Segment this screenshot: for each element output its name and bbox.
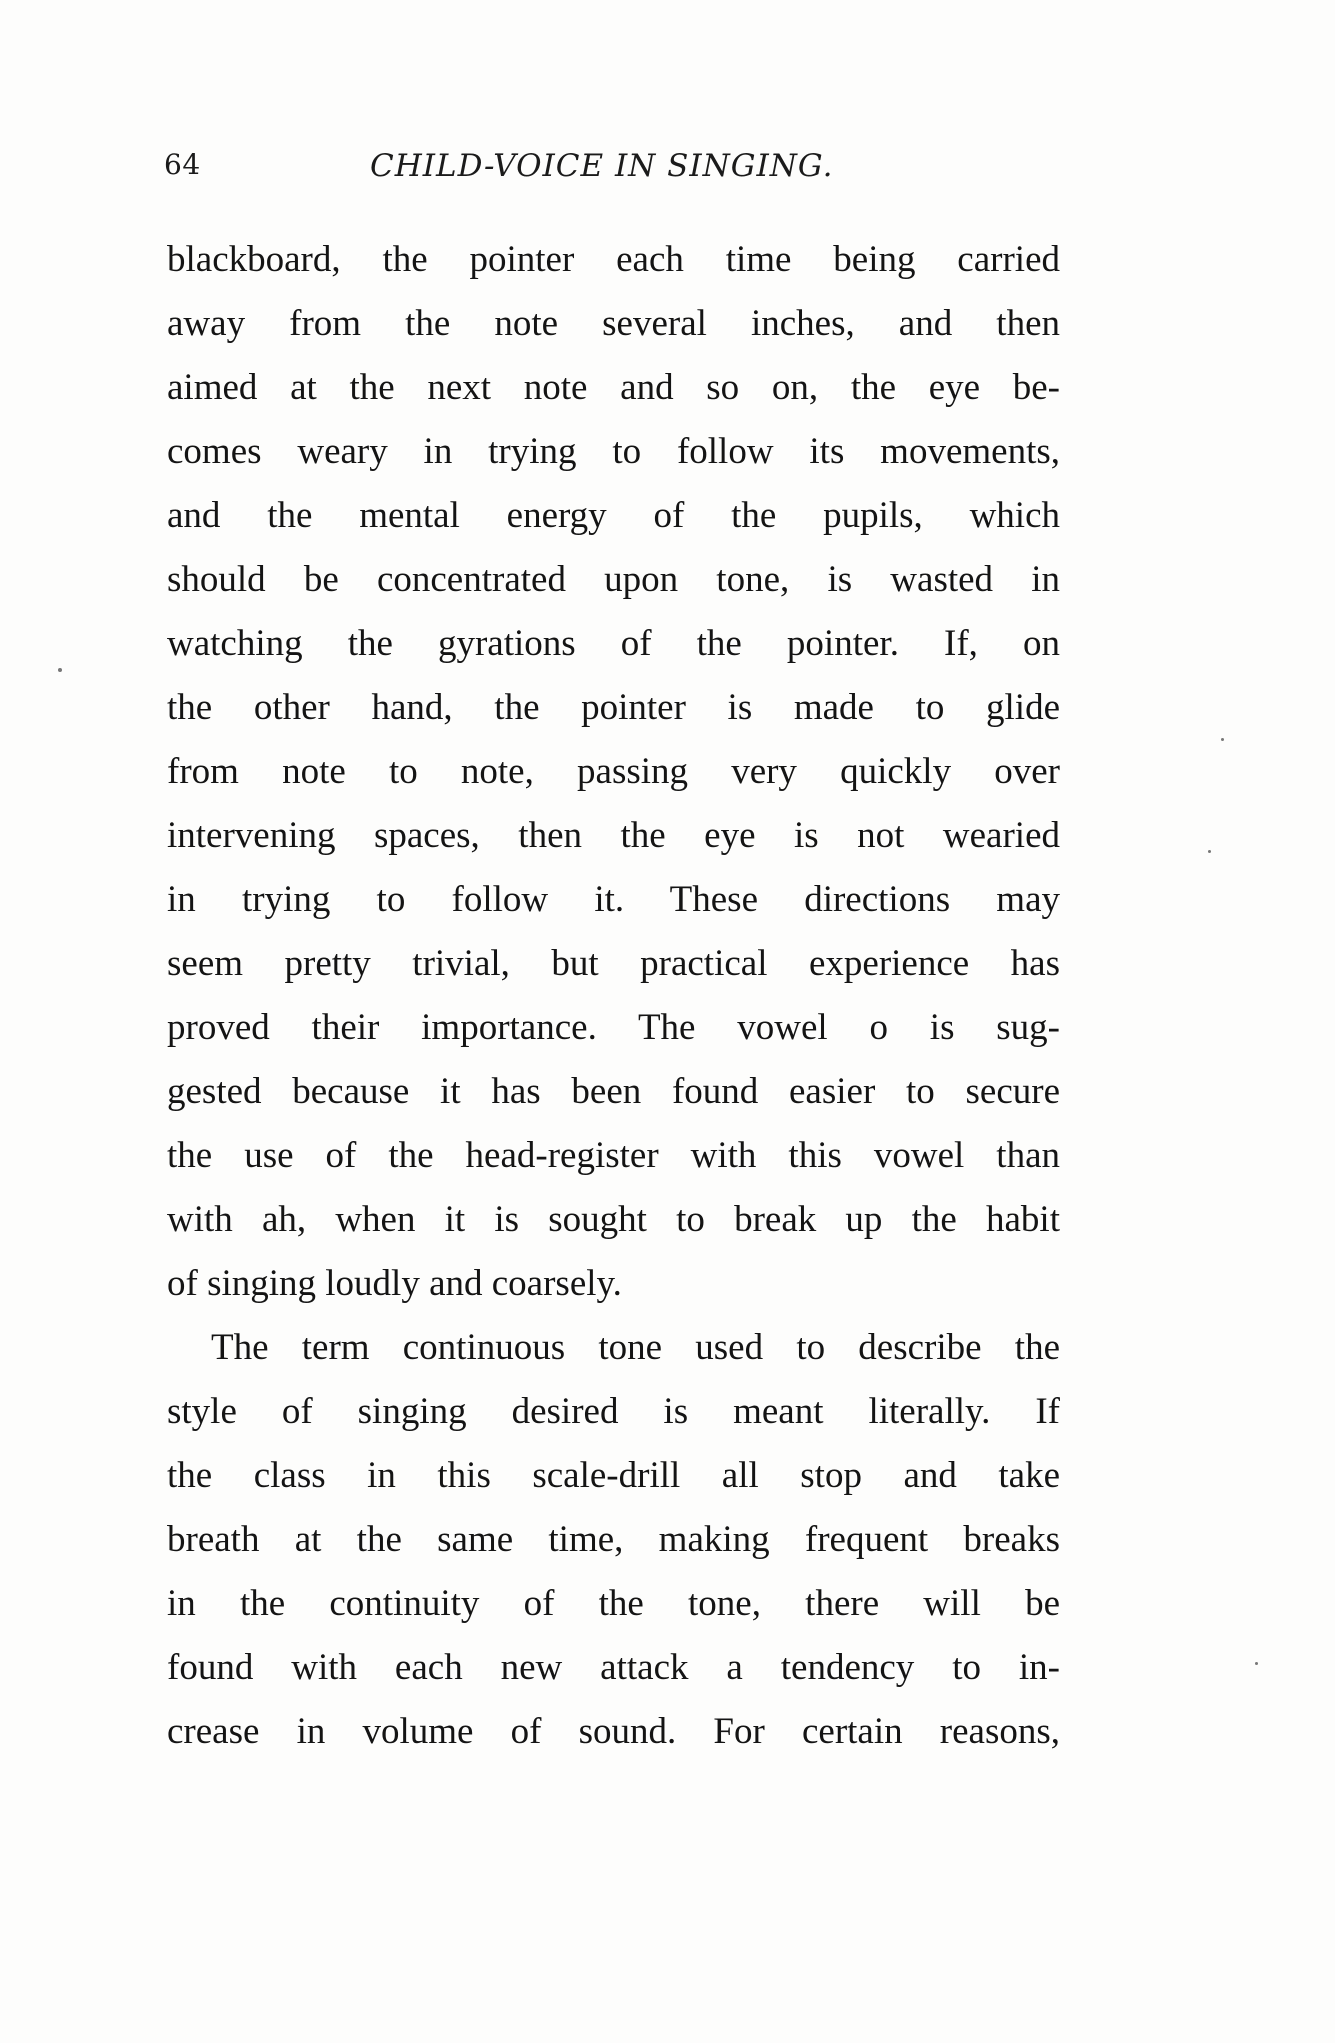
body-text <box>167 228 1060 1764</box>
text-line: The term continuous tone used to describe the <box>211 1327 1060 1368</box>
text-line: breath at the same time, making frequent breaks <box>167 1519 1060 1560</box>
paragraph-1 <box>167 228 1060 1316</box>
text-line: blackboard, the pointer each time being carried <box>167 239 1060 280</box>
text-line: with ah, when it is sought to break up the habit <box>167 1199 1060 1240</box>
text-line: in the continuity of the tone, there will be <box>167 1583 1060 1624</box>
scan-speck <box>1255 1662 1258 1665</box>
text-line: and the mental energy of the pupils, which <box>167 495 1060 536</box>
paragraph-2 <box>167 1316 1060 1764</box>
scan-speck <box>1208 850 1211 853</box>
text-line: the class in this scale-drill all stop and take <box>167 1455 1060 1496</box>
text-line: in trying to follow it. These directions may <box>167 879 1060 920</box>
scan-speck <box>58 668 62 672</box>
text-line: style of singing desired is meant literally. If <box>167 1391 1060 1432</box>
text-line: aimed at the next note and so on, the eye be- <box>167 367 1060 408</box>
text-line: should be concentrated upon tone, is wasted in <box>167 559 1060 600</box>
text-line: proved their importance. The vowel o is sug- <box>167 1007 1060 1048</box>
text-line: of singing loudly and coarsely. <box>167 1263 622 1304</box>
text-line: seem pretty trivial, but practical experience has <box>167 943 1060 984</box>
text-line: crease in volume of sound. For certain reasons, <box>167 1711 1060 1752</box>
text-line: the use of the head-register with this vowel than <box>167 1135 1060 1176</box>
page-header <box>150 148 1070 198</box>
text-line: gested because it has been found easier to secure <box>167 1071 1060 1112</box>
page-number: 64 <box>164 148 201 181</box>
text-line: away from the note several inches, and then <box>167 303 1060 344</box>
text-line: the other hand, the pointer is made to glide <box>167 687 1060 728</box>
scan-speck <box>1221 738 1224 741</box>
text-line: comes weary in trying to follow its movements, <box>167 431 1060 472</box>
text-line: watching the gyrations of the pointer. If, on <box>167 623 1060 664</box>
text-line: found with each new attack a tendency to in- <box>167 1647 1060 1688</box>
text-line: from note to note, passing very quickly over <box>167 751 1060 792</box>
text-line: intervening spaces, then the eye is not wearied <box>167 815 1060 856</box>
running-title: CHILD-VOICE IN SINGING. <box>370 148 834 184</box>
